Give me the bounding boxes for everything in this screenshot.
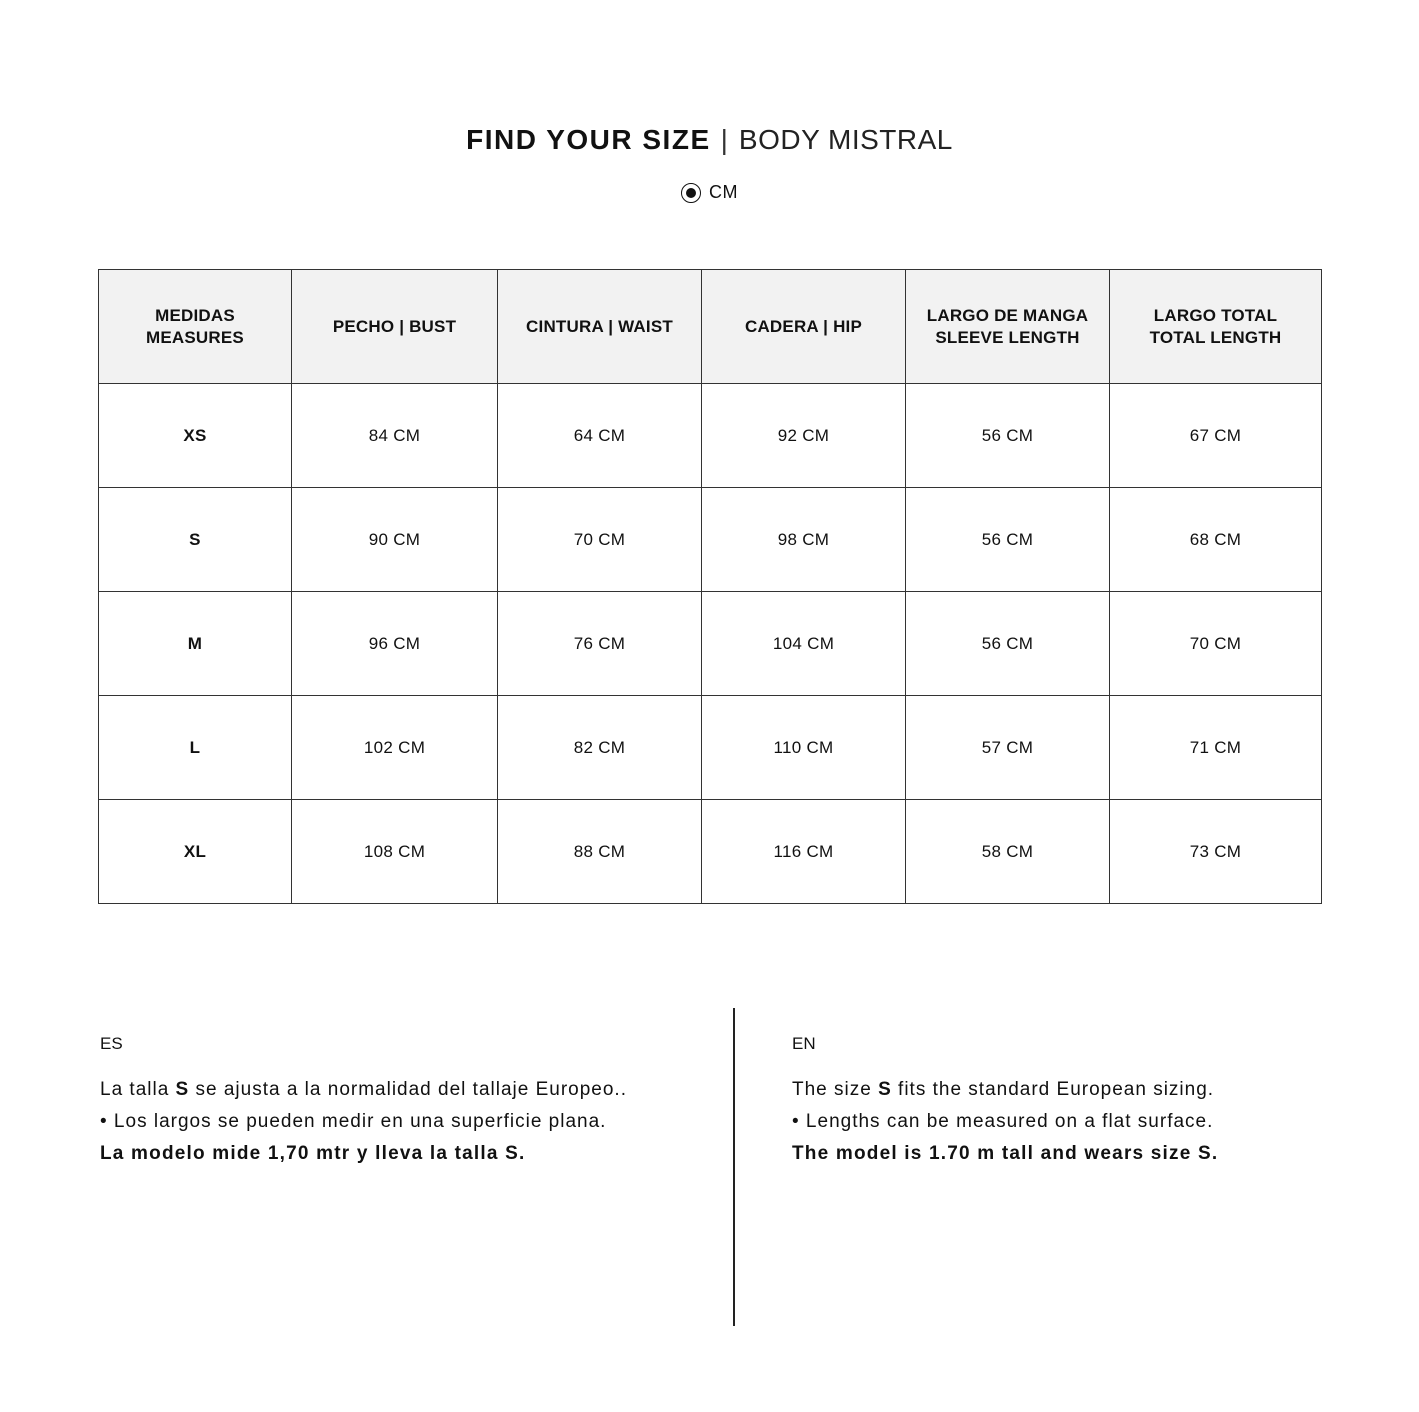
note-es (100, 1030, 720, 1170)
bust-cell: 90 CM (292, 488, 498, 592)
header-hip: CADERA | HIP (702, 270, 906, 384)
note-es-lang: ES (100, 1034, 123, 1053)
sleeve-length-cell: 56 CM (906, 488, 1110, 592)
hip-cell: 92 CM (702, 384, 906, 488)
title-product: BODY MISTRAL (738, 124, 953, 155)
size-cell: S (99, 488, 292, 592)
total-length-cell: 70 CM (1110, 592, 1322, 696)
hip-cell: 98 CM (702, 488, 906, 592)
header-waist: CINTURA | WAIST (498, 270, 702, 384)
hip-cell: 110 CM (702, 696, 906, 800)
sleeve-length-cell: 57 CM (906, 696, 1110, 800)
hip-cell: 104 CM (702, 592, 906, 696)
note-en-line-2: • Lengths can be measured on a flat surface. (792, 1111, 1214, 1132)
waist-cell: 64 CM (498, 384, 702, 488)
note-es-line-2: • Los largos se pueden medir en una superficie plana. (100, 1111, 607, 1132)
waist-cell: 88 CM (498, 800, 702, 904)
total-length-cell: 68 CM (1110, 488, 1322, 592)
note-es-line-1: La talla S se ajusta a la normalidad del tallaje Europeo.. (100, 1079, 627, 1100)
size-cell: M (99, 592, 292, 696)
waist-cell: 82 CM (498, 696, 702, 800)
note-es-line-3: La modelo mide 1,70 mtr y lleva la talla S. (100, 1143, 526, 1164)
table-row (99, 384, 1322, 488)
bust-cell: 84 CM (292, 384, 498, 488)
total-length-cell: 67 CM (1110, 384, 1322, 488)
table-row (99, 800, 1322, 904)
note-en-lang: EN (792, 1034, 816, 1053)
radio-selected-dot-icon (686, 188, 696, 198)
table-row (99, 488, 1322, 592)
header-total-length: LARGO TOTAL TOTAL LENGTH (1110, 270, 1322, 384)
size-cell: XS (99, 384, 292, 488)
unit-selector[interactable] (0, 182, 1419, 203)
waist-cell: 70 CM (498, 488, 702, 592)
total-length-cell: 73 CM (1110, 800, 1322, 904)
note-en-line-3: The model is 1.70 m tall and wears size S. (792, 1143, 1219, 1164)
header-measures: MEDIDAS MEASURES (99, 270, 292, 384)
header-bust: PECHO | BUST (292, 270, 498, 384)
waist-cell: 76 CM (498, 592, 702, 696)
notes-divider (733, 1008, 735, 1326)
table-header-row (99, 270, 1322, 384)
title-main: FIND YOUR SIZE (466, 124, 711, 155)
unit-label: CM (709, 182, 738, 202)
size-cell: XL (99, 800, 292, 904)
bust-cell: 96 CM (292, 592, 498, 696)
table-row (99, 696, 1322, 800)
sleeve-length-cell: 56 CM (906, 592, 1110, 696)
table-row (99, 592, 1322, 696)
sleeve-length-cell: 56 CM (906, 384, 1110, 488)
bust-cell: 108 CM (292, 800, 498, 904)
bust-cell: 102 CM (292, 696, 498, 800)
header-sleeve-length: LARGO DE MANGA SLEEVE LENGTH (906, 270, 1110, 384)
total-length-cell: 71 CM (1110, 696, 1322, 800)
unit-radio-cm[interactable] (681, 183, 701, 203)
page-title (0, 120, 1419, 160)
size-table (98, 269, 1322, 904)
sleeve-length-cell: 58 CM (906, 800, 1110, 904)
title-separator: | (720, 124, 729, 155)
note-en (792, 1030, 1412, 1170)
hip-cell: 116 CM (702, 800, 906, 904)
size-cell: L (99, 696, 292, 800)
note-en-line-1: The size S fits the standard European sizing. (792, 1079, 1215, 1100)
